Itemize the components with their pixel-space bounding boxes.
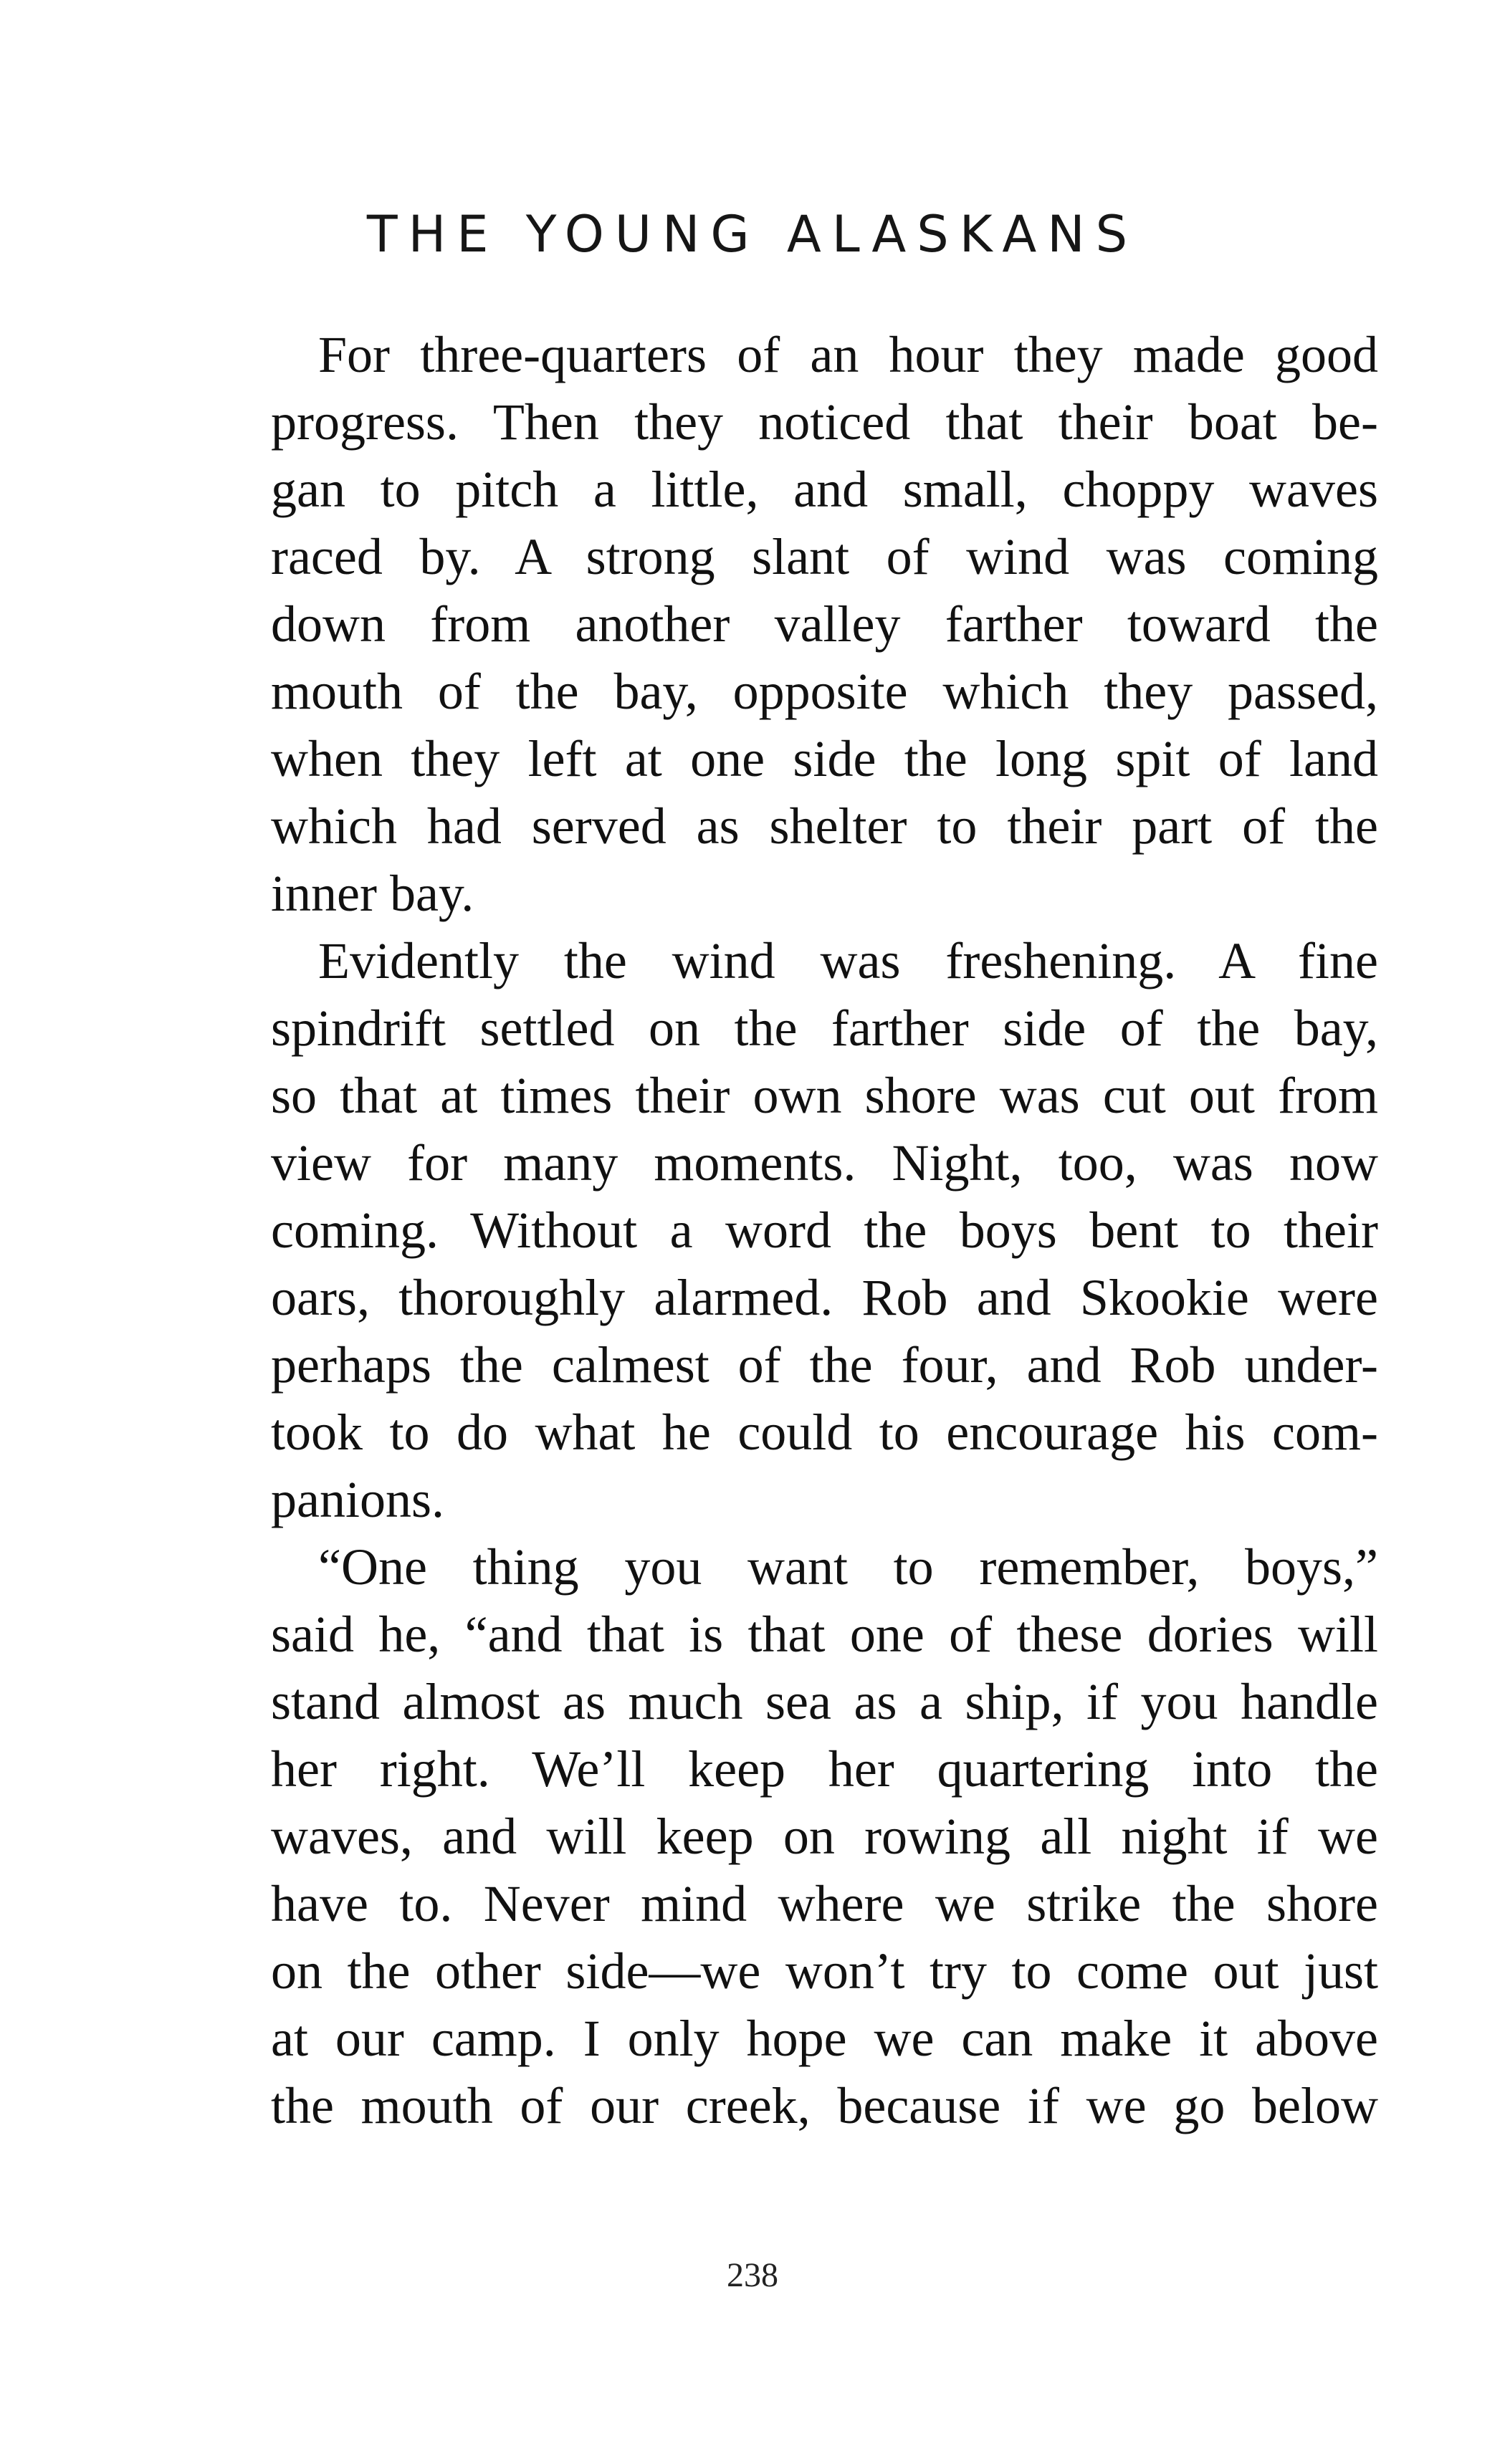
text-line: For three-quarters of an hour they made good <box>318 326 1378 383</box>
text-line: said he, “and that is that one of these dories will <box>271 1606 1378 1663</box>
text-line: on the other side—we won’t try to come out just <box>271 1942 1378 2000</box>
text-line: at our camp. I only hope we can make it above <box>271 2010 1378 2067</box>
text-line: her right. We’ll keep her quartering into the <box>271 1740 1378 1798</box>
text-line: oars, thoroughly alarmed. Rob and Skookie were <box>271 1269 1378 1326</box>
paragraph-2 <box>271 927 1378 1533</box>
text-line: gan to pitch a little, and small, choppy waves <box>271 461 1378 518</box>
text-line: have to. Never mind where we strike the shore <box>271 1875 1378 1932</box>
text-line: perhaps the calmest of the four, and Rob under- <box>271 1336 1378 1394</box>
text-line: mouth of the bay, opposite which they passed, <box>271 663 1378 720</box>
text-line: stand almost as much sea as a ship, if you handle <box>271 1673 1378 1730</box>
text-line: the mouth of our creek, because if we go below <box>271 2077 1378 2134</box>
text-line: down from another valley farther toward the <box>271 595 1378 653</box>
text-line: Evidently the wind was freshening. A fine <box>318 932 1378 989</box>
body-text <box>271 321 1378 2139</box>
text-line: so that at times their own shore was cut out from <box>271 1067 1378 1124</box>
running-head-title: THE YOUNG ALASKANS <box>366 205 1139 264</box>
text-line: spindrift settled on the farther side of the bay, <box>271 999 1378 1057</box>
text-line: raced by. A strong slant of wind was coming <box>271 528 1378 585</box>
paragraph-1 <box>271 321 1378 927</box>
text-line: progress. Then they noticed that their boat be- <box>271 393 1378 451</box>
text-line: view for many moments. Night, too, was now <box>271 1134 1378 1192</box>
paragraph-3 <box>271 1533 1378 2139</box>
text-line: which had served as shelter to their part of the <box>271 797 1378 855</box>
text-line: “One thing you want to remember, boys,” <box>318 1538 1378 1596</box>
text-line: waves, and will keep on rowing all night if we <box>271 1808 1378 1865</box>
page-number: 238 <box>727 2256 778 2294</box>
text-line: coming. Without a word the boys bent to their <box>271 1202 1378 1259</box>
text-line: when they left at one side the long spit of land <box>271 730 1378 787</box>
text-line: inner bay. <box>271 865 474 922</box>
text-line: panions. <box>271 1471 444 1528</box>
text-line: took to do what he could to encourage his com- <box>271 1404 1378 1461</box>
